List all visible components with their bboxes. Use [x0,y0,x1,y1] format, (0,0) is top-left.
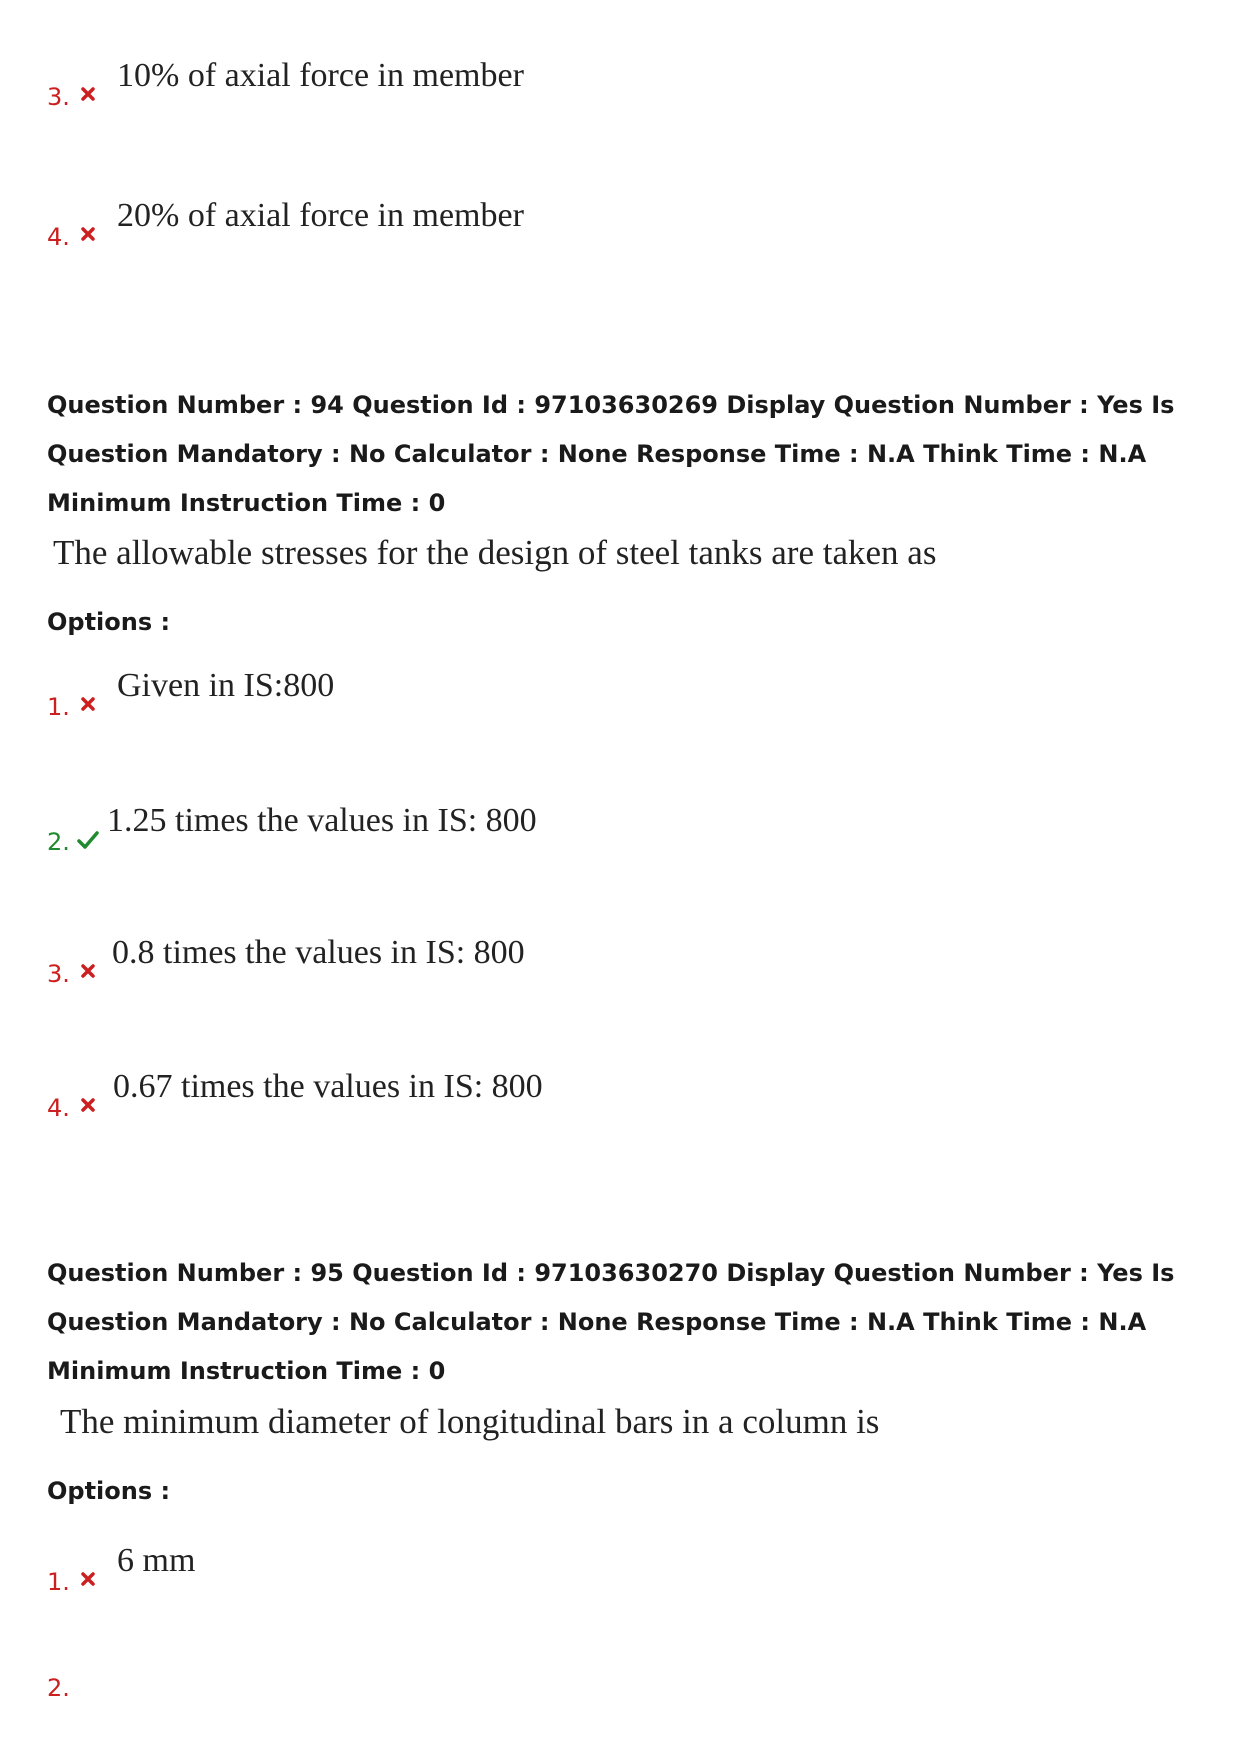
question-94-text: The allowable stresses for the design of steel tanks are taken as [53,533,937,572]
cross-icon [78,224,98,244]
option-number: 4. [47,223,70,251]
option-row [0,195,1240,275]
option-number: 2. [47,1674,70,1702]
option-text: Given in IS:800 [117,667,335,704]
option-number: 3. [47,83,70,111]
option-text: 0.67 times the values in IS: 800 [113,1068,543,1105]
option-row [0,1066,1240,1146]
cross-icon [78,1569,98,1589]
question-95-metadata: Question Number : 95 Question Id : 97103630270 Display Question Number : Yes Is Question Mandatory : No Calculator : None Response Time : N.A Think Time : N.A Minimum Instruction Time : 0 [47,1259,1175,1385]
option-text: 10% of axial force in member [117,57,524,94]
question-94-metadata: Question Number : 94 Question Id : 97103630269 Display Question Number : Yes Is Question Mandatory : No Calculator : None Response Time : N.A Think Time : N.A Minimum Instruction Time : 0 [47,391,1175,517]
option-number: 2. [47,828,70,856]
option-text: 0.8 times the values in IS: 800 [112,934,525,971]
cross-icon [78,961,98,981]
question-94-options-label: Options : [47,608,171,636]
check-icon [76,829,100,851]
cross-icon [78,84,98,104]
option-text: 20% of axial force in member [117,197,524,234]
cross-icon [78,694,98,714]
option-text: 6 mm [117,1542,196,1579]
option-number: 1. [47,1568,70,1596]
option-row [0,1540,1240,1620]
cross-icon [78,1095,98,1115]
option-text: 1.25 times the values in IS: 800 [107,802,537,839]
option-row [0,55,1240,135]
option-row [0,665,1240,745]
option-row [0,932,1240,1012]
option-number: 3. [47,960,70,988]
option-row [0,800,1240,880]
question-95-text: The minimum diameter of longitudinal bars in a column is [60,1402,880,1441]
option-number: 4. [47,1094,70,1122]
option-row [0,1660,1240,1720]
option-number: 1. [47,693,70,721]
question-95-options-label: Options : [47,1477,171,1505]
